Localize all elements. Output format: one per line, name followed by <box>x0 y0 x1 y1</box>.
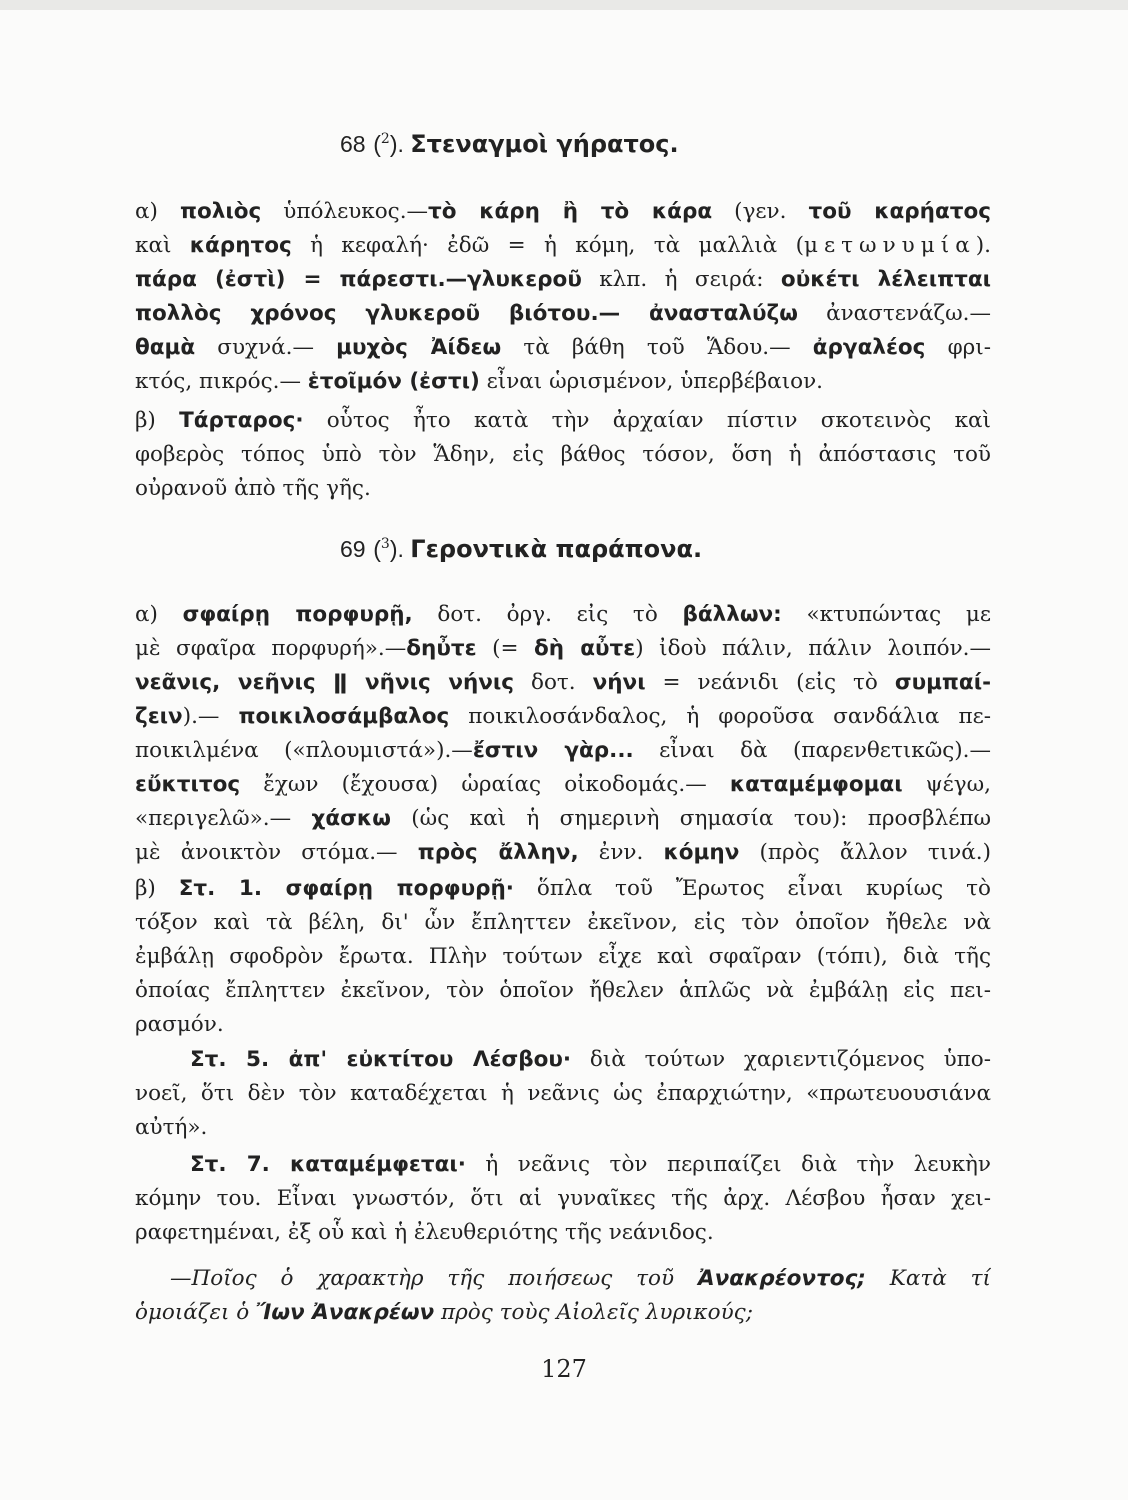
text-line: πολλὸς χρόνος γλυκεροῦ βιότου.— ἀνασταλύζω ἀναστενάζω.— <box>135 301 991 326</box>
text-line: νοεῖ, ὅτι δὲν τὸν καταδέχεται ἡ νεᾶνις ὡς ἐπαρχιώτην, «πρωτευουσιάνα <box>135 1081 991 1106</box>
text-line: θαμὰ συχνά.— μυχὸς Ἀίδεω τὰ βάθη τοῦ Ἅδου.— ἀργαλέος φρι- <box>135 335 991 360</box>
section-title: Γεροντικὰ παράπονα. <box>410 535 703 563</box>
text-line: αὐτή». <box>135 1115 208 1140</box>
text-line: «περιγελῶ».— χάσκω (ὡς καὶ ἡ σημερινὴ σημασία του): προσβλέπω <box>135 806 991 831</box>
text-line: ζειν).— ποικιλοσάμβαλος ποικιλοσάνδαλος, ἡ φοροῦσα σανδάλια πε- <box>135 704 991 729</box>
question-line: ὁμοιάζει ὁ Ἴων Ἀνακρέων πρὸς τοὺς Αἰολεῖς λυρικούς; <box>135 1300 753 1325</box>
text-line: κτός, πικρός.— ἑτοῖμόν (ἐστι) εἶναι ὡρισμένον, ὑπερβέβαιον. <box>135 369 823 394</box>
text-line: μὲ σφαῖρα πορφυρή».—δηὖτε (= δὴ αὖτε) ἰδοὺ πάλιν, πάλιν λοιπόν.— <box>135 636 991 661</box>
text-line: ὁποίας ἔπληττεν ἐκεῖνον, τὸν ὁποῖον ἤθελεν ἁπλῶς νὰ ἐμβάλῃ εἰς πει- <box>135 978 991 1003</box>
text-line: Στ. 7. καταμέμφεται· ἡ νεᾶνις τὸν περιπαίζει διὰ τὴν λευκὴν <box>190 1152 991 1177</box>
text-line: εὔκτιτος ἔχων (ἔχουσα) ὡραίας οἰκοδομάς.— καταμέμφομαι ψέγω, <box>135 772 991 797</box>
section-68-heading: 68 ($^2$). Στεναγμοὶ γήρατος. <box>340 130 679 158</box>
section-69-heading: 69 ($^3$). Γεροντικὰ παράπονα. <box>340 535 703 563</box>
text-line: ρασμόν. <box>135 1012 224 1037</box>
section-number: 68 <box>340 131 366 157</box>
section-title: Στεναγμοὶ γήρατος. <box>410 130 679 158</box>
footnote-ref: 3 <box>380 536 390 552</box>
scan-edge <box>0 0 1128 10</box>
text-line: καὶ κάρητος ἡ κεφαλή· ἐδῶ = ἡ κόμη, τὰ μαλλιὰ (μετωνυμία). <box>135 233 991 258</box>
text-line: β) Στ. 1. σφαίρῃ πορφυρῇ· ὅπλα τοῦ Ἔρωτος εἶναι κυρίως τὸ <box>135 876 991 901</box>
text-line: νεᾶνις, νεῆνις ǁ νῆνις νήνις δοτ. νήνι = νεάνιδι (εἰς τὸ συμπαί- <box>135 670 991 695</box>
text-line: πάρα (ἐστὶ) = πάρεστι.—γλυκεροῦ κλπ. ἡ σειρά: οὐκέτι λέλειπται <box>135 267 991 292</box>
text-line: μὲ ἀνοικτὸν στόμα.— πρὸς ἄλλην, ἐνν. κόμην (πρὸς ἄλλον τινά.) <box>135 840 991 865</box>
text-line: φοβερὸς τόπος ὑπὸ τὸν Ἅδην, εἰς βάθος τόσον, ὅση ἡ ἀπόστασις τοῦ <box>135 442 991 467</box>
page-number: 127 <box>541 1355 587 1383</box>
text-line: ἐμβάλῃ σφοδρὸν ἔρωτα. Πλὴν τούτων εἶχε καὶ σφαῖραν (τόπι), διὰ τῆς <box>135 944 991 969</box>
text-line: α) πολιὸς ὑπόλευκος.—τὸ κάρη ἢ τὸ κάρα (γεν. τοῦ καρήατος <box>135 199 991 224</box>
footnote-ref: 2 <box>380 131 390 147</box>
text-line: α) σφαίρῃ πορφυρῇ, δοτ. ὀργ. εἰς τὸ βάλλων: «κτυπώντας με <box>135 602 991 627</box>
text-line: β) Τάρταρος· οὗτος ἦτο κατὰ τὴν ἀρχαίαν πίστιν σκοτεινὸς καὶ <box>135 408 991 433</box>
section-number: 69 <box>340 536 366 562</box>
question-line: —Ποῖος ὁ χαρακτὴρ τῆς ποιήσεως τοῦ Ἀνακρέοντος; Κατὰ τί <box>170 1266 991 1291</box>
text-line: οὐρανοῦ ἀπὸ τῆς γῆς. <box>135 476 371 501</box>
text-line: τόξον καὶ τὰ βέλη, δι' ὧν ἔπληττεν ἐκεῖνον, εἰς τὸν ὁποῖον ἤθελε νὰ <box>135 910 991 935</box>
text-line: Στ. 5. ἀπ' εὐκτίτου Λέσβου· διὰ τούτων χαριεντιζόμενος ὑπο- <box>190 1047 991 1072</box>
text-line: ραφετημέναι, ἐξ οὗ καὶ ἡ ἐλευθεριότης τῆς νεάνιδος. <box>135 1220 714 1245</box>
text-line: ποικιλμένα («πλουμιστά»).—ἔστιν γὰρ... εἶναι δὰ (παρενθετικῶς).— <box>135 738 991 763</box>
text-line: κόμην του. Εἶναι γνωστόν, ὅτι αἱ γυναῖκες τῆς ἀρχ. Λέσβου ἦσαν χει- <box>135 1186 991 1211</box>
